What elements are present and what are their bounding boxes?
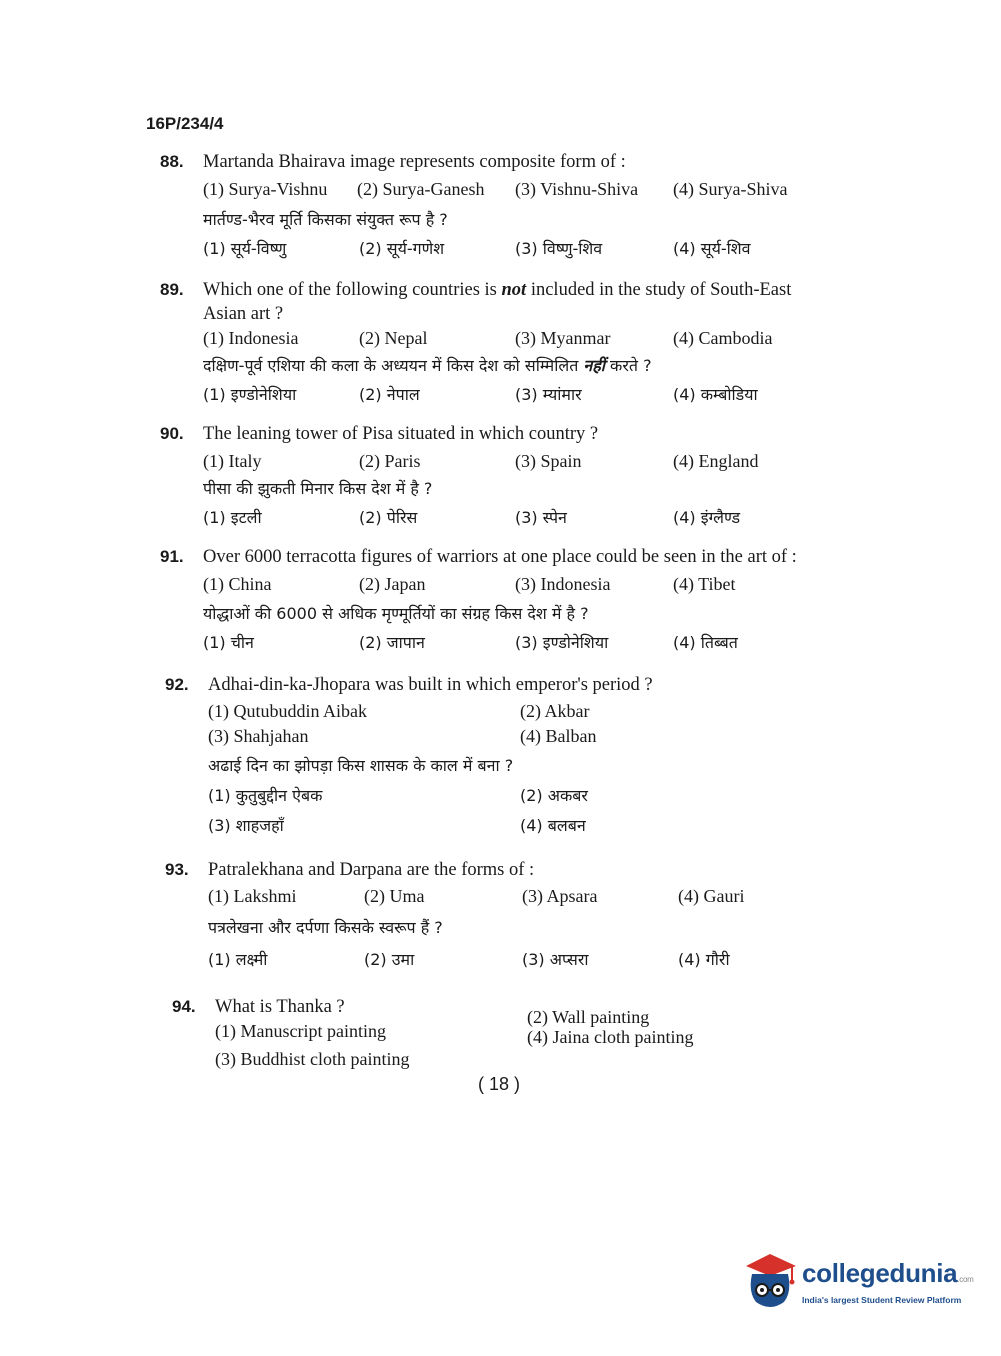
- hindi-option: (3) विष्णु-शिव: [515, 239, 603, 258]
- brand-tagline: India's largest Student Review Platform: [802, 1295, 962, 1305]
- question-stem: Patralekhana and Darpana are the forms of :: [208, 860, 535, 880]
- question-stem: What is Thanka ?: [215, 997, 345, 1017]
- option: (3) Apsara: [522, 886, 598, 906]
- hindi-option: (3) म्यांमार: [515, 385, 582, 404]
- hindi-option: (1) कुतुबुद्दीन ऐबक: [208, 786, 323, 805]
- hindi-stem: मार्तण्ड-भैरव मूर्ति किसका संयुक्त रूप है ?: [203, 210, 448, 229]
- hindi-stem: [203, 354, 652, 376]
- option: (2) Uma: [364, 886, 425, 906]
- option: (2) Nepal: [359, 328, 428, 348]
- hindi-option: (1) चीन: [203, 633, 254, 652]
- option: (3) Spain: [515, 451, 582, 471]
- option: (3) Myanmar: [515, 328, 611, 348]
- option: (4) Surya-Shiva: [673, 179, 788, 199]
- hindi-option: (1) लक्ष्मी: [208, 950, 268, 969]
- option: (2) Paris: [359, 451, 421, 471]
- hindi-option: (2) नेपाल: [359, 385, 420, 404]
- question-stem: The leaning tower of Pisa situated in which country ?: [203, 424, 599, 444]
- option: (1) Lakshmi: [208, 886, 297, 906]
- hindi-option: (2) उमा: [364, 950, 415, 969]
- brand-name: [802, 1258, 973, 1289]
- option: (1) Indonesia: [203, 328, 299, 348]
- stem-text: included in the study of South-East Asian art ?: [203, 280, 792, 324]
- option: (2) Japan: [359, 574, 426, 594]
- brand-suffix: .com: [957, 1275, 974, 1284]
- hindi-option: (4) इंग्लैण्ड: [673, 508, 741, 527]
- hindi-option: (4) गौरी: [678, 950, 730, 969]
- hindi-option: (4) कम्बोडिया: [673, 385, 758, 404]
- hindi-option: (3) अप्सरा: [522, 950, 589, 969]
- option: (4) England: [673, 451, 759, 471]
- option: (3) Indonesia: [515, 574, 611, 594]
- hindi-option: (2) पेरिस: [359, 508, 418, 527]
- option: (3) Shahjahan: [208, 726, 309, 746]
- hindi-option: (2) सूर्य-गणेश: [359, 239, 445, 258]
- hindi-stem: अढाई दिन का झोपड़ा किस शासक के काल में बना ?: [208, 756, 514, 775]
- question-number: 91.: [160, 547, 184, 566]
- question-stem: [203, 278, 828, 326]
- question-stem: Martanda Bhairava image represents composite form of :: [203, 152, 626, 172]
- collegedunia-logo: [740, 1252, 980, 1312]
- option: (1) Surya-Vishnu: [203, 179, 328, 199]
- hindi-stem-text: करते ?: [604, 356, 652, 375]
- option: (3) Vishnu-Shiva: [515, 179, 639, 199]
- hindi-option: (1) सूर्य-विष्णु: [203, 239, 287, 258]
- question-stem: Over 6000 terracotta figures of warriors at one place could be seen in the art of :: [203, 547, 797, 567]
- brand-text: collegedunia: [802, 1258, 958, 1288]
- option: (1) China: [203, 574, 272, 594]
- stem-text: Which one of the following countries is: [203, 280, 502, 300]
- question-stem: Adhai-din-ka-Jhopara was built in which emperor's period ?: [208, 675, 653, 695]
- hindi-option: (2) अकबर: [520, 786, 588, 805]
- hindi-option: (3) शाहजहाँ: [208, 816, 284, 835]
- page-number: ( 18 ): [478, 1074, 521, 1094]
- hindi-option: (1) इटली: [203, 508, 262, 527]
- question-number: 89.: [160, 280, 184, 299]
- option: (4) Balban: [520, 726, 597, 746]
- hindi-option: (4) सूर्य-शिव: [673, 239, 751, 258]
- stem-emphasis: not: [501, 280, 527, 300]
- mascot-icon: [740, 1252, 802, 1312]
- option: (4) Cambodia: [673, 328, 773, 348]
- hindi-stem-emphasis: नहीं: [583, 356, 605, 375]
- hindi-option: (3) इण्डोनेशिया: [515, 633, 609, 652]
- option: (4) Gauri: [678, 886, 745, 906]
- option: (2) Wall painting: [527, 1007, 650, 1027]
- hindi-stem: योद्धाओं की 6000 से अधिक मृण्मूर्तियों का संग्रह किस देश में है ?: [203, 604, 589, 623]
- hindi-option: (4) बलबन: [520, 816, 586, 835]
- hindi-stem: पीसा की झुकती मिनार किस देश में है ?: [203, 479, 433, 498]
- question-number: 94.: [172, 997, 196, 1016]
- question-number: 88.: [160, 152, 184, 171]
- paper-code: 16P/234/4: [146, 114, 224, 133]
- option: (1) Manuscript painting: [215, 1021, 386, 1041]
- hindi-stem-text: दक्षिण-पूर्व एशिया की कला के अध्ययन में किस देश को सम्मिलित: [203, 356, 584, 375]
- option: (2) Surya-Ganesh: [357, 179, 485, 199]
- question-number: 90.: [160, 424, 184, 443]
- option: (2) Akbar: [520, 701, 590, 721]
- hindi-option: (1) इण्डोनेशिया: [203, 385, 297, 404]
- option: (4) Tibet: [673, 574, 736, 594]
- hindi-option: (3) स्पेन: [515, 508, 567, 527]
- question-number: 92.: [165, 675, 189, 694]
- option: (1) Qutubuddin Aibak: [208, 701, 367, 721]
- hindi-stem: पत्रलेखना और दर्पणा किसके स्वरूप हैं ?: [208, 918, 443, 937]
- question-number: 93.: [165, 860, 189, 879]
- option: (3) Buddhist cloth painting: [215, 1049, 410, 1069]
- option: (4) Jaina cloth painting: [527, 1027, 694, 1047]
- option: (1) Italy: [203, 451, 262, 471]
- hindi-option: (4) तिब्बत: [673, 633, 738, 652]
- hindi-option: (2) जापान: [359, 633, 425, 652]
